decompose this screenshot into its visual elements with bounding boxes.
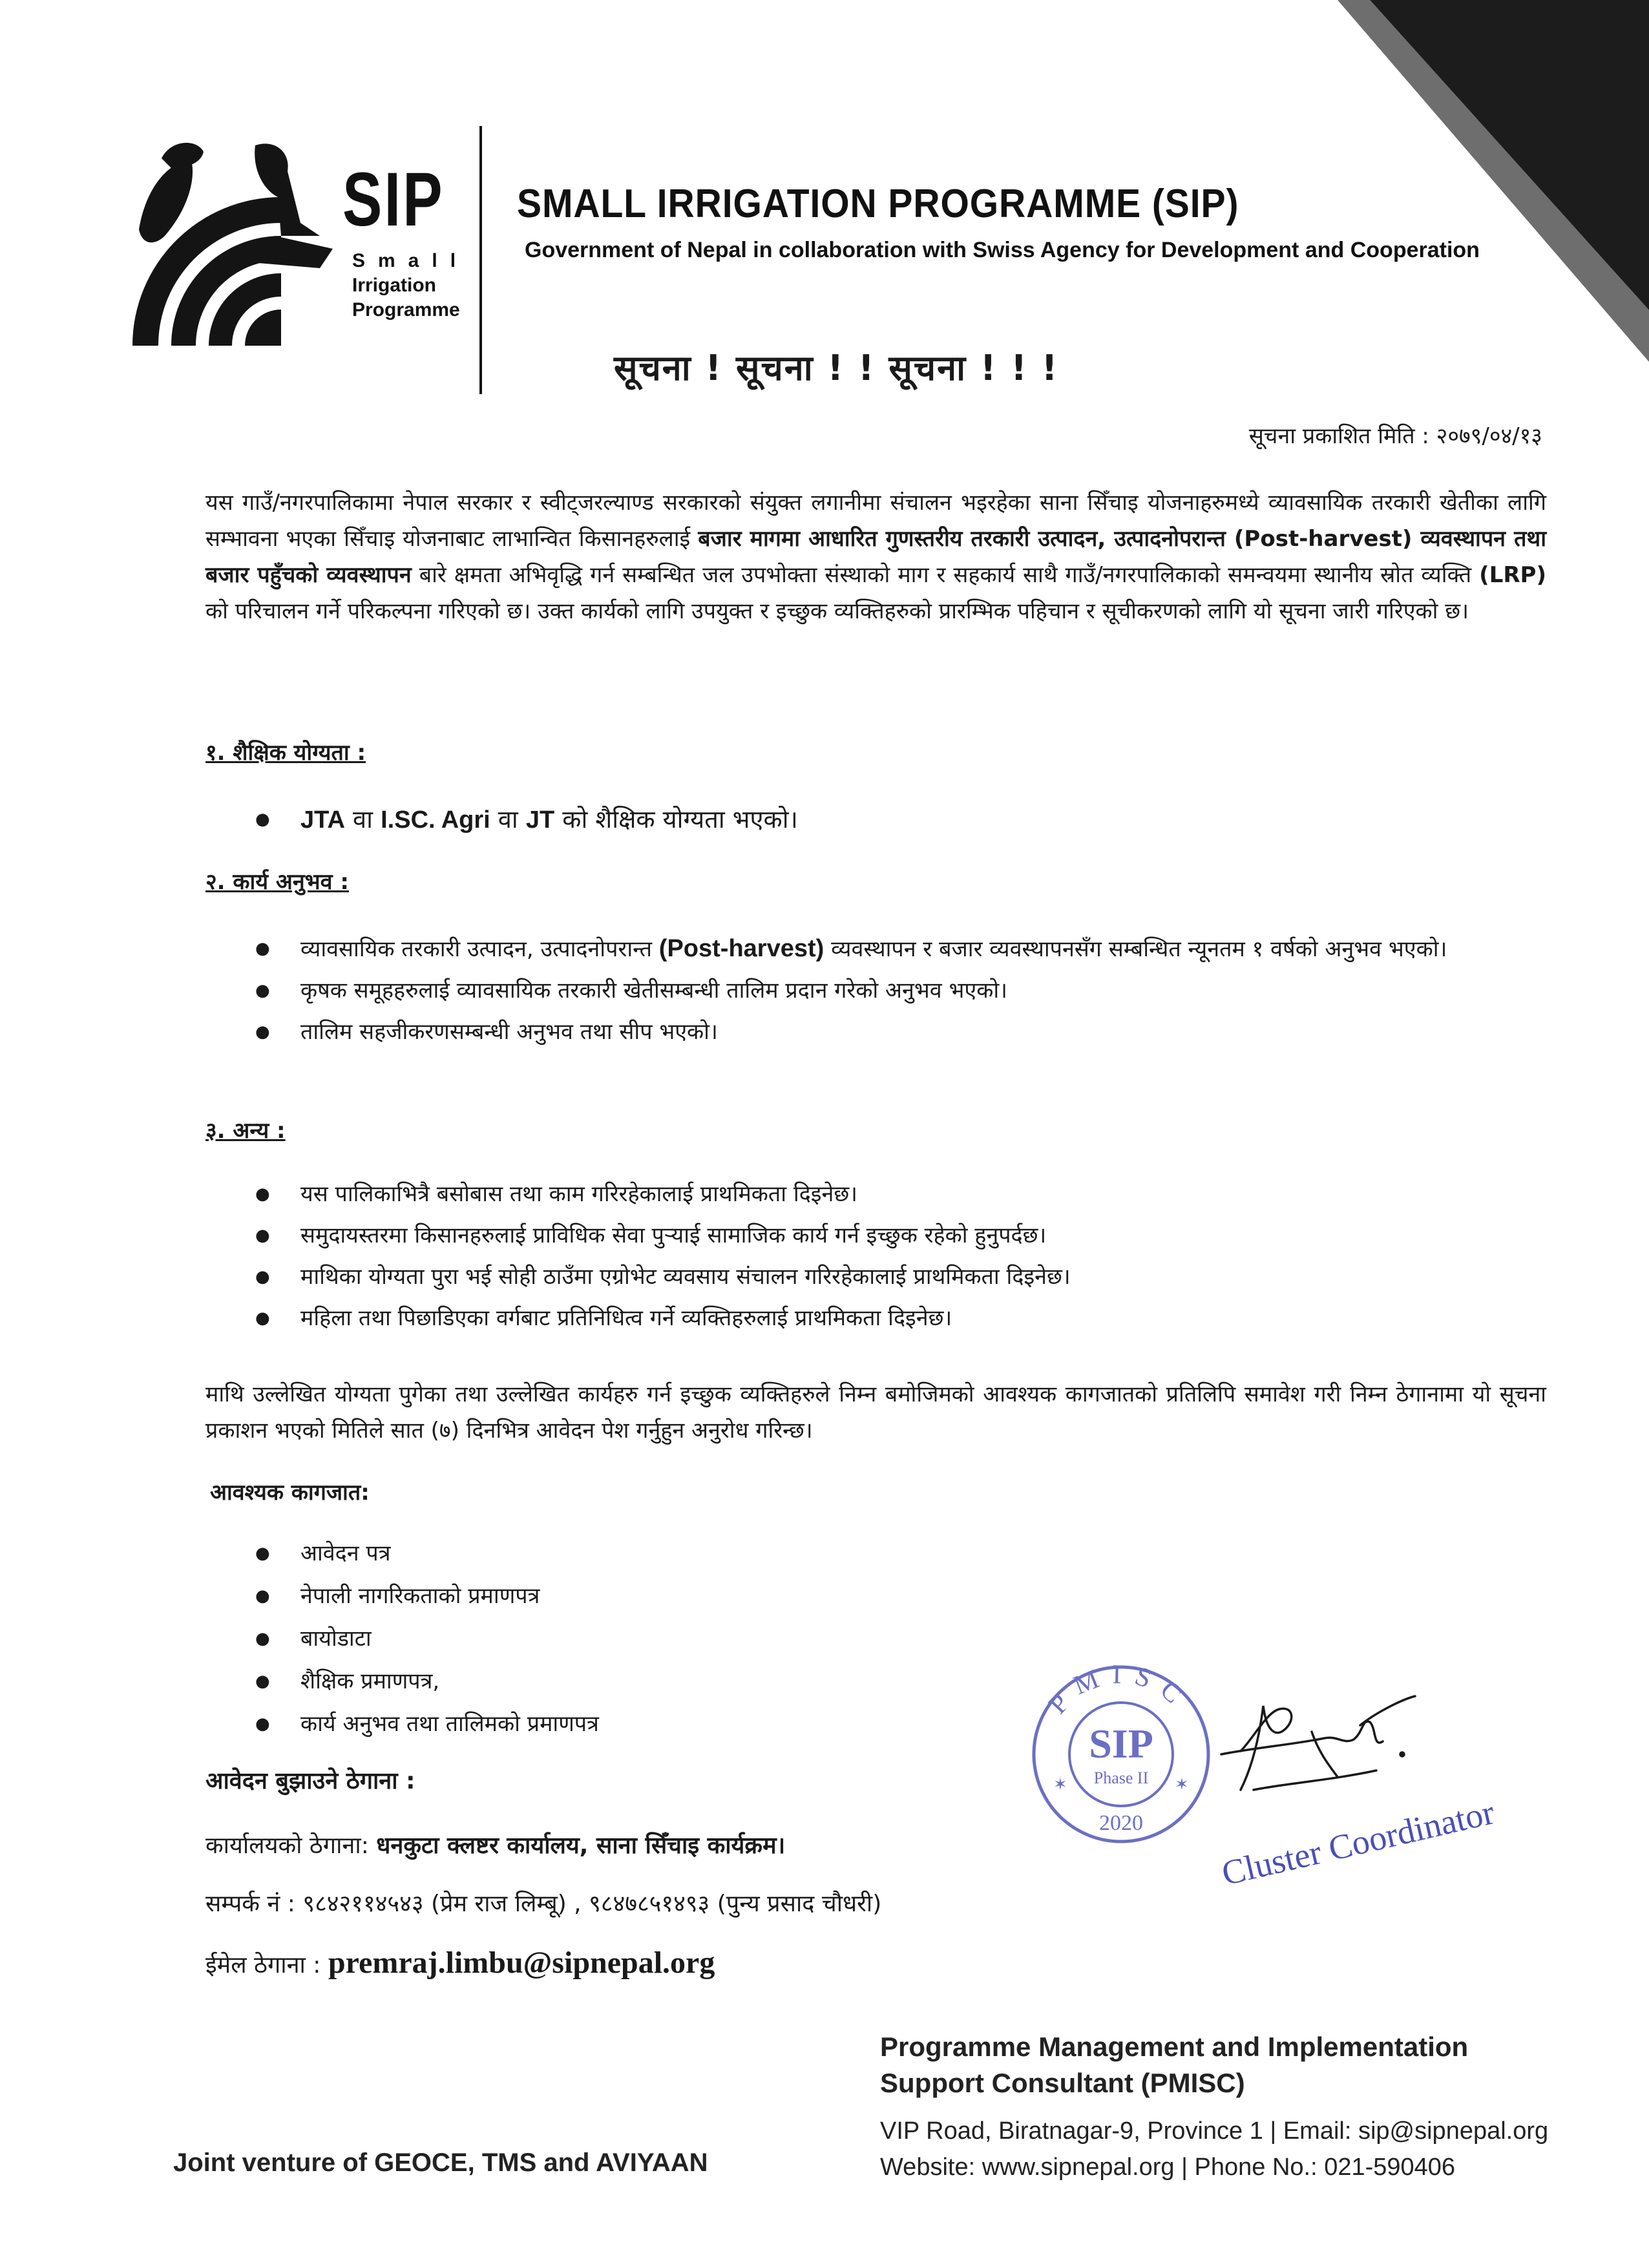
stamp-phase-text: Phase II <box>1093 1769 1149 1787</box>
logo-subtext-line: Irrigation <box>352 275 437 296</box>
stamp-ring-text: PMISC <box>1043 1661 1197 1720</box>
intro-text: यस गाउँ/नगरपालिकामा नेपाल सरकार र स्वीट्जरल्याण्ड सरकारको संयुक्त लगानीमा संचालन भइरहेका साना सिँचाइ योजनाहरुमध्ये व्यावसायिक तरकारी खेतीका लागि सम्भावना भएका सिँचाइ योजनाबाट लाभान्वित किसानहरुलाई <box>205 490 1546 552</box>
list-item: ● नेपाली नागरिकताको प्रमाणपत्र <box>255 1577 1541 1615</box>
intro-paragraph <box>205 485 1546 629</box>
list-item-text: व्यावसायिक तरकारी उत्पादन, उत्पादनोपरान्त <box>300 936 659 962</box>
list-item-text: वा <box>344 805 381 834</box>
list-item: ● बायोडाटा <box>255 1620 1541 1657</box>
logo-subtext-line: Programme <box>352 299 460 320</box>
other-list <box>255 1176 1541 1341</box>
email-label: ईमेल ठेगाना : <box>205 1952 328 1979</box>
list-item <box>255 930 1541 967</box>
office-address-value: धनकुटा क्लष्टर कार्यालय, साना सिँचाइ कार्यक्रम। <box>376 1832 786 1859</box>
joint-venture-text: Joint venture of GEOCE, TMS and AVIYAAN <box>173 2148 708 2177</box>
signatory-title: Cluster Coordinator <box>1218 1792 1498 1893</box>
logo-subtext-line: Small <box>352 250 469 271</box>
list-item-bold: (Post-harvest) <box>658 935 824 962</box>
notice-heading: सूचना ! सूचना ! ! सूचना ! ! ! <box>614 348 1059 388</box>
logo-wordmark: SIP <box>342 157 445 242</box>
stamp-center-text: SIP <box>1089 1721 1153 1767</box>
stamp-year-text: 2020 <box>1099 1811 1143 1835</box>
list-item: ● कार्य अनुभव तथा तालिमको प्रमाणपत्र <box>255 1705 1541 1743</box>
list-item-text: व्यवस्थापन र बजार व्यवस्थापनसँग सम्बन्धित न्यूनतम १ वर्षको अनुभव भएको। <box>824 936 1447 962</box>
list-item: ● शैक्षिक प्रमाणपत्र, <box>255 1663 1541 1700</box>
corner-fold-decoration <box>1292 0 1649 362</box>
logo-subtext <box>352 249 468 322</box>
list-item: ● समुदायस्तरमा किसानहरुलाई प्राविधिक सेवा पुर्‍याई सामाजिक कार्य गर्न इच्छुक रहेको हुनुपर्दछ। <box>255 1217 1541 1254</box>
intro-bold-text: बजार मागमा आधारित गुणस्तरीय तरकारी उत्पादन, उत्पादनोपरान्त (Post-harvest) व्यवस्थापन तथा बजार पहुँचको व्यवस्थापन <box>205 526 1547 588</box>
section-title-experience: २. कार्य अनुभव : <box>205 869 349 895</box>
svg-text:✶: ✶ <box>1175 1775 1189 1794</box>
pmisc-title-line: Programme Management and Implementation <box>880 2032 1469 2062</box>
list-item: ● माथिका योग्यता पुरा भई सोही ठाउँमा एग्रोभेट व्यवसाय संचालन गरिरहेकालाई प्राथमिकता दिइनेछ। <box>255 1259 1541 1295</box>
experience-list <box>255 930 1541 1055</box>
publish-date: सूचना प्रकाशित मिति : २०७९/०४/१३ <box>1248 423 1542 449</box>
list-item: ● महिला तथा पिछाडिएका वर्गबाट प्रतिनिधित्व गर्ने व्यक्तिहरुलाई प्राथमिकता दिइनेछ। <box>255 1300 1541 1336</box>
pmisc-stamp-icon <box>1027 1661 1215 1848</box>
office-address-label: कार्यालयको ठेगाना: <box>205 1832 377 1859</box>
list-item: ● कृषक समूहहरुलाई व्यावसायिक तरकारी खेतीसम्बन्धी तालिम प्रदान गरेको अनुभव भएको। <box>255 972 1541 1009</box>
header-divider <box>479 126 482 394</box>
closing-paragraph: माथि उल्लेखित योग्यता पुगेका तथा उल्लेखित कार्यहरु गर्न इच्छुक व्यक्तिहरुले निम्न बमोजिमको आवश्यक कागजातको प्रतिलिपि समावेश गरी निम्न ठेगानामा यो सूचना प्रकाशन भएको मितिले सात (७) दिनभित्र आवेदन पेश गर्नुहुन अनुरोध गरिन्छ। <box>205 1381 1546 1444</box>
pmisc-address-line: Website: www.sipnepal.org | Phone No.: 021-590406 <box>880 2154 1456 2181</box>
intro-bold-text: (LRP) <box>1479 562 1546 588</box>
email-address <box>205 1945 715 1980</box>
office-address <box>205 1829 785 1860</box>
svg-text:PMISC <box>1043 1661 1196 1720</box>
list-item-text: वा <box>490 805 526 834</box>
pmisc-title-line: Support Consultant (PMISC) <box>880 2068 1245 2098</box>
list-item: ● तालिम सहजीकरणसम्बन्धी अनुभव तथा सीप भएको। <box>255 1014 1541 1050</box>
list-item: ● आवेदन पत्र <box>255 1535 1541 1572</box>
organization-title: SMALL IRRIGATION PROGRAMME (SIP) <box>517 182 1239 226</box>
email-value[interactable]: premraj.limbu@sipnepal.org <box>328 1946 715 1980</box>
list-item-bold: JTA <box>300 806 345 834</box>
contact-numbers: सम्पर्क नं : ९८४२११४५४३ (प्रेम राज लिम्बू) , ९८४७८५१४९३ (पुन्य प्रसाद चौधरी) <box>205 1891 882 1917</box>
pmisc-address <box>880 2113 1548 2185</box>
signature-icon <box>1215 1693 1422 1803</box>
education-list <box>255 801 1541 843</box>
list-item <box>255 801 1541 838</box>
intro-text: बारे क्षमता अभिवृद्धि गर्न सम्बन्धित जल उपभोक्ता संस्थाको माग र सहकार्य साथै गाउँ/नगरपालिकाको समन्वयमा स्थानीय स्रोत व्यक्ति <box>411 562 1480 588</box>
list-item-bold: JT <box>525 806 555 834</box>
list-item-text: को शैक्षिक योग्यता भएको। <box>554 805 798 834</box>
section-title-other: ३. अन्य : <box>205 1118 286 1144</box>
list-item-bold: I.SC. Agri <box>381 806 490 834</box>
svg-text:✶: ✶ <box>1053 1775 1067 1794</box>
pmisc-title <box>880 2029 1468 2101</box>
list-item: ● यस पालिकाभित्रै बसोबास तथा काम गरिरहेकालाई प्राथमिकता दिइनेछ। <box>255 1176 1541 1212</box>
organization-subtitle: Government of Nepal in collaboration with Swiss Agency for Development and Cooperation <box>525 238 1480 262</box>
section-title-education: १. शैक्षिक योग्यता : <box>205 740 366 766</box>
required-documents-title: आवश्यक कागजात: <box>210 1480 370 1506</box>
pmisc-address-line: VIP Road, Biratnagar-9, Province 1 | Email: sip@sipnepal.org <box>880 2117 1549 2145</box>
intro-text: को परिचालन गर्ने परिकल्पना गरिएको छ। उक्त कार्यको लागि उपयुक्त र इच्छुक व्यक्तिहरुको प्रारम्भिक पहिचान र सूचीकरणको लागि यो सूचना जारी गरिएको छ। <box>205 598 1469 624</box>
submission-address-title: आवेदन बुझाउने ठेगाना : <box>205 1768 415 1794</box>
